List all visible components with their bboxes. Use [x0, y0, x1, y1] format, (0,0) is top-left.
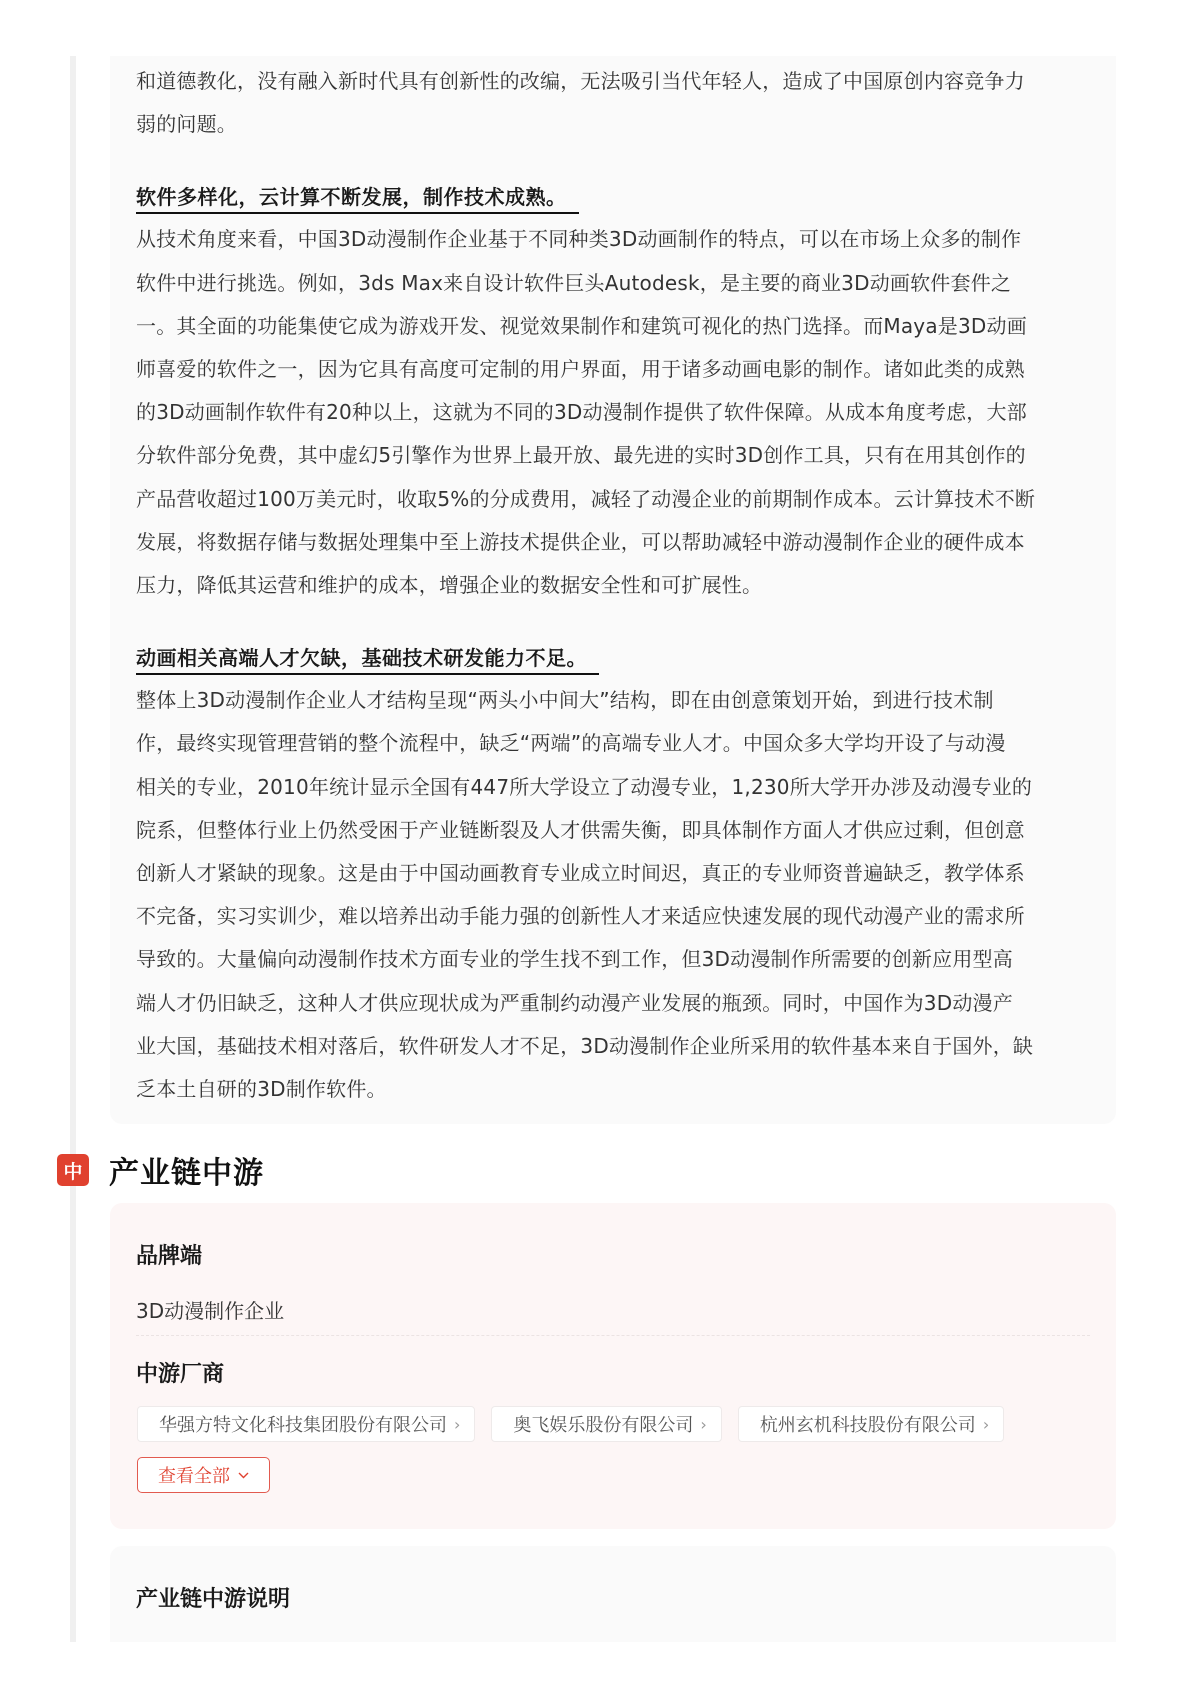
paragraph-line: 和道德教化，没有融入新时代具有创新性的改编，无法吸引当代年轻人，造成了中国原创内容竞争力	[136, 69, 1025, 93]
paragraph-line: 软件中进行挑选。例如，3ds Max来自设计软件巨头Autodesk，是主要的商业3D动画软件套件之	[136, 270, 1012, 295]
section-subheading: 动画相关高端人才欠缺，基础技术研发能力不足。	[136, 643, 599, 675]
paragraph-line: 相关的专业，2010年统计显示全国有447所大学设立了动漫专业，1,230所大学开办涉及动漫专业的	[136, 774, 1033, 799]
see-all-label: 查看全部	[158, 1466, 230, 1487]
vendor-list	[137, 1406, 1004, 1442]
paragraph-line: 的3D动画制作软件有20种以上，这就为不同的3D动漫制作提供了软件保障。从成本角度考虑，大部	[136, 400, 1027, 425]
see-all-button[interactable]	[137, 1457, 270, 1493]
vendor-label: 中游厂商	[136, 1362, 225, 1387]
brand-value: 3D动漫制作企业	[136, 1299, 285, 1323]
paragraph-line: 产品营收超过100万美元时，收取5%的分成费用，减轻了动漫企业的前期制作成本。云计算技术不断	[136, 486, 1036, 511]
chevron-right-icon: ›	[700, 1414, 707, 1434]
section-subheading: 软件多样化，云计算不断发展，制作技术成熟。	[136, 182, 579, 214]
paragraph-line: 一。其全面的功能集使它成为游戏开发、视觉效果制作和建筑可视化的热门选择。而Maya是3D动画	[136, 313, 1027, 338]
divider	[136, 1335, 1090, 1336]
paragraph-line: 分软件部分免费，其中虚幻5引擎作为世界上最开放、最先进的实时3D创作工具，只有在用其创作的	[136, 443, 1026, 468]
paragraph-line: 业大国，基础技术相对落后，软件研发人才不足，3D动漫制作企业所采用的软件基本来自于国外，缺	[136, 1033, 1034, 1058]
paragraph-line: 院系，但整体行业上仍然受困于产业链断裂及人才供需失衡，即具体制作方面人才供应过剩，但创意	[136, 817, 1025, 842]
paragraph-line: 整体上3D动漫制作企业人才结构呈现“两头小中间大”结构，即在由创意策划开始，到进行技术制	[136, 688, 994, 713]
midstream-card	[110, 1203, 1116, 1529]
chevron-down-icon	[238, 1468, 249, 1483]
vendor-chip[interactable]	[738, 1406, 1004, 1442]
paragraph-line: 压力，降低其运营和维护的成本，增强企业的数据安全性和可扩展性。	[136, 573, 763, 598]
brand-label: 品牌端	[136, 1244, 203, 1269]
vendor-name: 奥飞娱乐股份有限公司	[513, 1415, 694, 1436]
paragraph-line: 师喜爱的软件之一，因为它具有高度可定制的用户界面，用于诸多动画电影的制作。诸如此类的成熟	[136, 357, 1025, 382]
description-title: 产业链中游说明	[136, 1587, 291, 1612]
paragraph-line: 发展，将数据存储与数据处理集中至上游技术提供企业，可以帮助减轻中游动漫制作企业的硬件成本	[136, 529, 1025, 554]
vendor-chip[interactable]	[137, 1406, 475, 1442]
paragraph-line: 不完备，实习实训少，难以培养出动手能力强的创新性人才来适应快速发展的现代动漫产业的需求所	[136, 904, 1025, 929]
paragraph-line: 导致的。大量偏向动漫制作技术方面专业的学生找不到工作，但3D动漫制作所需要的创新应用型高	[136, 947, 1013, 972]
midstream-badge-icon: 中	[57, 1154, 89, 1186]
timeline-bar	[70, 56, 76, 1642]
section-title: 产业链中游	[109, 1156, 264, 1191]
paragraph-line: 端人才仍旧缺乏，这种人才供应现状成为严重制约动漫产业发展的瓶颈。同时，中国作为3D动漫产	[136, 990, 1013, 1015]
chevron-right-icon: ›	[454, 1414, 461, 1434]
vendor-name: 杭州玄机科技股份有限公司	[759, 1415, 976, 1436]
vendor-name: 华强方特文化科技集团股份有限公司	[159, 1415, 447, 1436]
paragraph-line: 乏本土自研的3D制作软件。	[136, 1077, 387, 1102]
paragraph-line: 作，最终实现管理营销的整个流程中，缺乏“两端”的高端专业人才。中国众多大学均开设了与动漫	[136, 731, 1006, 756]
paragraph-line: 从技术角度来看，中国3D动漫制作企业基于不同种类3D动画制作的特点，可以在市场上众多的制作	[136, 227, 1022, 252]
vendor-chip[interactable]	[491, 1406, 721, 1442]
midstream-section-header	[57, 1152, 264, 1191]
paragraph-line: 弱的问题。	[136, 112, 237, 137]
paragraph-line: 创新人才紧缺的现象。这是由于中国动画教育专业成立时间迟，真正的专业师资普遍缺乏，教学体系	[136, 861, 1025, 886]
midstream-description-card	[110, 1546, 1116, 1642]
upstream-text-box	[110, 56, 1116, 1124]
chevron-right-icon: ›	[982, 1414, 990, 1434]
